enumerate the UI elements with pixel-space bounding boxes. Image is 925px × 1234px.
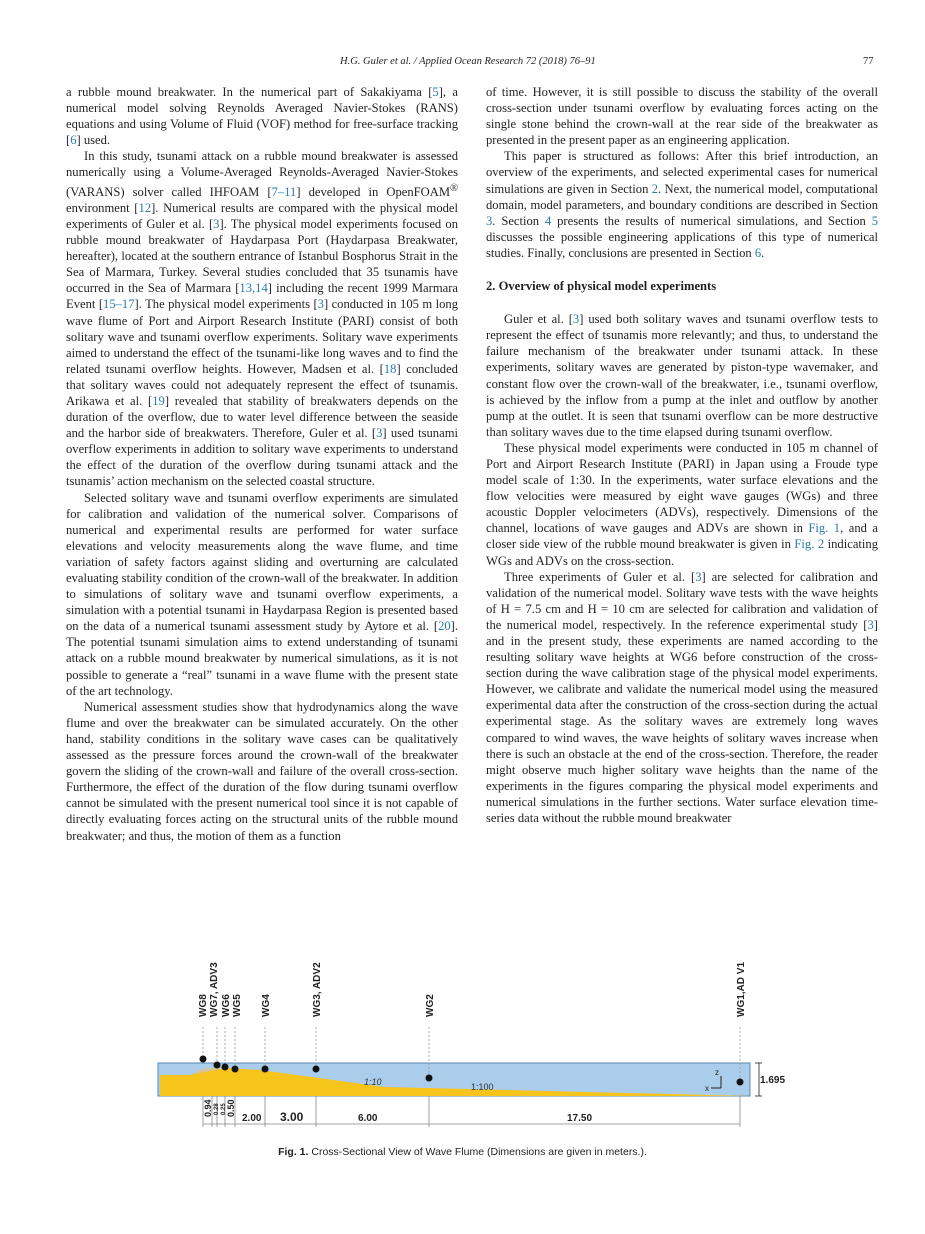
dimension-label: 3.00 — [280, 1110, 304, 1124]
citation-link[interactable]: 6 — [70, 133, 77, 148]
citation-link[interactable]: 2 — [651, 181, 659, 196]
dimension-label: 0.50 — [226, 1099, 236, 1117]
citation-link[interactable]: 3 — [695, 569, 702, 584]
paragraph: a rubble mound breakwater. In the numerical part of Sakakiyama [5], a numerical model solving Reynolds Averaged Navier-Stokes (RANS) equations and using Volume of Fluid (VOF) method for free-surface tracking [6] used. — [66, 85, 458, 148]
gauge-label: WG3, ADV2 — [312, 962, 323, 1017]
figure-1 — [150, 955, 786, 1135]
citation-link[interactable]: 12 — [138, 200, 152, 215]
paragraph: This paper is structured as follows: After this brief introduction, an overview of the experiments, and selected experimental cases for numerical simulations are given in Section 2. Next, the numerical model, computational domain, model parameters, and boundary conditions are described in Section 3. Section 4 presents the results of numerical simulations, and Section 5 discusses the possible engineering applications of this type of numerical studies. Finally, conclusions are presented in Section 6. — [486, 149, 878, 260]
citation-link[interactable]: 6 — [754, 245, 762, 260]
running-header — [0, 56, 925, 72]
citation-link[interactable]: 18 — [383, 361, 397, 376]
dimension-label: 0.25 — [221, 1103, 227, 1115]
caption-label: Fig. 1. — [278, 1146, 309, 1158]
section-heading: 2. Overview of physical model experiments — [486, 279, 717, 294]
gauge-label: WG5 — [232, 994, 243, 1017]
paragraph: Guler et al. [3] used both solitary waves and tsunami overflow tests to represent the effect of tsunamis more relevantly; and thus, to understand the failure mechanism of the breakwater under tsunami attack. In these experiments, solitary waves are generated by piston-type wavemaker, and constant flow over the crown-wall of the breakwater, i.e., tsunami overflow, is achieved by the inflow from a pump at the inlet and outflow by another pump at the outlet. It is seen that tsunami overflow can be more destructive than solitary waves due to the time elapsed during tsunami overflow. — [486, 312, 878, 439]
paragraph: In this study, tsunami attack on a rubble mound breakwater is assessed numerically using a Volume-Averaged Reynolds-Averaged Navier-Stokes (VARANS) solver called IHFOAM [7–11] developed in OpenFOAM® environment [12]. Numerical results are compared with the physical model experiments of Guler et al. [3]. The physical model experiments focused on rubble mound breakwater of Haydarpasa Port (Haydarpasa Breakwater, hereafter), located at the southern entrance of Istanbul Bosphorus Strait in the Sea of Marmara, Turkey. Several studies concluded that 35 tsunamis have occurred in the Sea of Marmara [13,14] including the recent 1999 Marmara Event [15–17]. The physical model experiments [3] conducted in 105 m long wave flume of Port and Airport Research Institute (PARI) consist of both solitary wave and tsunami overflow experiments. Solitary wave experiments aimed to understand the effect of the tsunami-like long waves and to find the related tsunami overflow heights. However, Madsen et al. [18] concluded that solitary waves could not adequately represent the effect of tsunamis. Arikawa et al. [19] revealed that stability of breakwaters depends on the duration of the overflow, due to water level difference between the seaside and the harbor side of breakwaters. Therefore, Guler et al. [3] used tsunami overflow experiments in addition to solitary wave experiments to understand the effect of the duration of the overflow during tsunami attack and the tsunamis’ action mechanism on the selected coastal structure. — [66, 149, 458, 489]
dimension-label: 2.00 — [242, 1113, 262, 1124]
gauge-label: WG4 — [261, 994, 272, 1017]
paragraph: These physical model experiments were conducted in 105 m channel of Port and Airport Research Institute (PARI) in Japan using a Froude type model scale of 1:30. In the experiments, water surface elevations and the flow velocities were measured by eight wave gauges (WGs) and three acoustic Doppler velocimeters (ADVs), respectively. Dimensions of the channel, locations of wave gauges and ADVs are shown in Fig. 1, and a closer side view of the rubble mound breakwater is given in Fig. 2 indicating WGs and ADVs on the cross-section. — [486, 440, 878, 568]
gauge-label: WG7, ADV3 — [209, 962, 220, 1017]
gauge-label: WG8 — [198, 994, 209, 1017]
paragraph: Numerical assessment studies show that hydrodynamics along the wave flume and over the breakwater can be simulated accurately. On the other hand, stability conditions in the solitary wave cases can be qualitatively assessed as the pressure forces around the crown-wall of the breakwater govern the sliding of the crown-wall and failure of the overall cross-section. Furthermore, the effect of the duration of the flow during tsunami overflow cannot be simulated with the present numerical tool since it is not capable of directly evaluating forces acting on the structural units of the rubble mound breakwater; and thus, the motion of them as a function — [66, 699, 458, 843]
gauge-label: WG2 — [425, 994, 436, 1017]
dimension-label: 0.28 — [214, 1103, 220, 1115]
citation-link[interactable]: 20 — [438, 619, 451, 634]
citation-link[interactable]: 4 — [544, 213, 552, 228]
paragraph: Selected solitary wave and tsunami overflow experiments are simulated for calibration and validation of the numerical solver. Comparisons of numerical and experimental results are performed for water surface elevations and velocity measurements along the wave flume, and time variation of safety factors against sliding and overturning are calculated evaluating stability condition of the crown-wall of the breakwater. In addition to simulations of solitary wave and tsunami overflow experiments, a simulation with a potential tsunami in Haydarpasa Region is presented based on the data of a numerical tsunami assessment study by Aytore et al. [20]. The potential tsunami simulation aims to extend understanding of tsunami attack on a rubble mound breakwater by numerical simulations, as it is not possible to generate a “real” tsunami in a wave flume with the present state of the art technology. — [66, 490, 458, 698]
citation-link[interactable]: 3 — [213, 216, 220, 231]
slope-label-1-10: 1:10 — [364, 1077, 382, 1087]
gauge-label: WG1,AD V1 — [736, 961, 747, 1017]
journal-citation: H.G. Guler et al. / Applied Ocean Research 72 (2018) 76–91 — [340, 56, 596, 67]
slope-label-1-100: 1:100 — [471, 1082, 494, 1092]
dimension-label: 17.50 — [567, 1113, 593, 1124]
citation-link[interactable]: 13,14 — [239, 281, 268, 296]
citation-link[interactable]: 3 — [867, 617, 874, 632]
citation-link[interactable]: 7–11 — [271, 184, 297, 199]
caption-text: Cross-Sectional View of Wave Flume (Dimensions are given in meters.). — [311, 1146, 647, 1158]
citation-link[interactable]: Fig. 2 — [794, 537, 825, 552]
citation-link[interactable]: 3 — [376, 426, 383, 441]
citation-link[interactable]: 15–17 — [103, 297, 135, 312]
citation-link[interactable]: 5 — [871, 213, 878, 228]
figure-caption — [0, 1146, 925, 1158]
citation-link[interactable]: 19 — [152, 393, 165, 408]
paragraph: Three experiments of Guler et al. [3] are selected for calibration and validation of the numerical model. Solitary wave tests with the wave heights of H = 7.5 cm and H = 10 cm are selected for calibration and validation of the numerical model, respectively. In the reference experimental study [3] and in the present study, these experiments are named according to the resulting solitary wave heights at WG6 before construction of the cross-section during the wave calibration stage of the physical model experiments. However, we calibrate and validate the numerical model using the measured experimental data after the construction of the cross-section during the actual experimental stage. As the solitary waves are extremely long waves compared to wind waves, the wave heights of solitary waves increase when there is such an obstacle at the end of the cross-section. Therefore, the reader might observe much higher solitary wave heights than the name of the experiments in the figures comparing the physical model experiments and numerical simulations in the further sections. Water surface elevation time-series data without the rubble mound breakwater — [486, 569, 878, 826]
citation-link[interactable]: 3 — [317, 297, 324, 312]
dimension-label: 0.94 — [203, 1099, 213, 1117]
height-label: 1.695 — [760, 1075, 786, 1086]
citation-link[interactable]: Fig. 1 — [808, 521, 841, 536]
axis-x-label: x — [705, 1084, 709, 1093]
citation-link[interactable]: 5 — [432, 85, 439, 99]
citation-link[interactable]: 3 — [486, 213, 493, 228]
citation-link[interactable]: 3 — [572, 312, 580, 327]
gauge-label: WG6 — [221, 994, 232, 1017]
wave-flume-diagram — [150, 955, 786, 1135]
axis-z-label: z — [715, 1068, 719, 1077]
right-column — [486, 84, 878, 826]
page-number: 77 — [863, 56, 874, 67]
dimension-label: 6.00 — [358, 1113, 378, 1124]
left-column — [66, 84, 458, 844]
paragraph: of time. However, it is still possible to discuss the stability of the overall cross-section under tsunami overflow by evaluating forces acting on the single stone behind the crown-wall at the rear side of the breakwater as presented in the present paper as an engineering application. — [486, 85, 878, 148]
